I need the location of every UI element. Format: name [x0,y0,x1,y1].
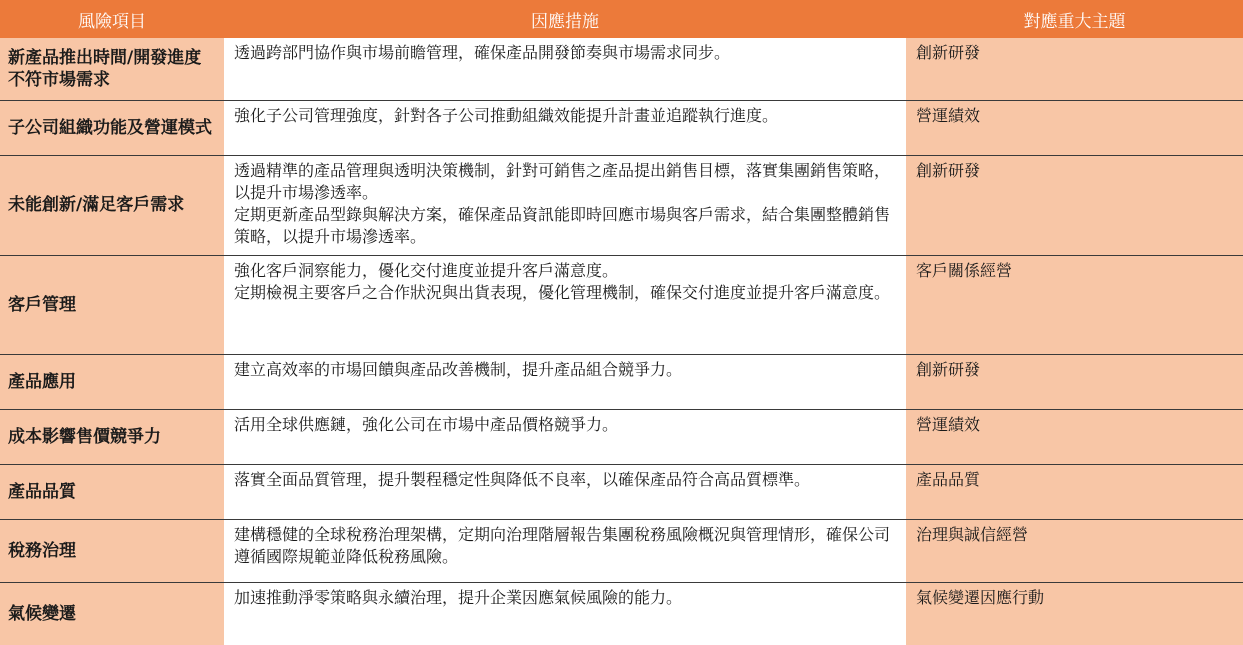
table-row [0,519,1243,582]
header-theme: 對應重大主題 [906,0,1243,38]
risk-cell: 產品品質 [0,464,224,519]
header-risk: 風險項目 [0,0,224,38]
table-row [0,100,1243,155]
measure-cell [224,519,906,582]
measure-cell [224,464,906,519]
table-row [0,582,1243,645]
table-row [0,255,1243,354]
risk-cell: 成本影響售價競爭力 [0,409,224,464]
risk-cell: 子公司組織功能及營運模式 [0,100,224,155]
risk-cell: 稅務治理 [0,519,224,582]
measure-text: 透過跨部門協作與市場前瞻管理，確保產品開發節奏與市場需求同步。 [234,43,731,62]
theme-cell: 創新研發 [906,155,1243,255]
theme-cell: 客戶關係經營 [906,255,1243,354]
theme-cell: 創新研發 [906,38,1243,100]
measure-cell [224,100,906,155]
risk-cell: 產品應用 [0,354,224,409]
theme-cell: 氣候變遷因應行動 [906,582,1243,645]
measure-text: 透過精準的產品管理與透明決策機制，針對可銷售之產品提出銷售目標，落實集團銷售策略，以提升市場滲透率。 [234,160,891,202]
measure-cell [224,582,906,645]
measure-text: 定期更新產品型錄與解決方案，確保產品資訊能即時回應市場與客戶需求，結合集團整體銷售策略，以提升市場滲透率。 [234,204,891,246]
measure-cell [224,38,906,100]
table-row [0,464,1243,519]
theme-cell: 治理與誠信經營 [906,519,1243,582]
measure-text: 強化子公司管理強度，針對各子公司推動組織效能提升計畫並追蹤執行進度。 [234,105,779,125]
measure-text: 加速推動淨零策略與永續治理，提升企業因應氣候風險的能力。 [234,587,683,607]
table-row [0,354,1243,409]
table-row [0,409,1243,464]
header-row [0,0,1243,38]
risk-cell: 氣候變遷 [0,582,224,645]
measure-cell [224,255,906,354]
measure-text: 強化客戶洞察能力，優化交付進度並提升客戶滿意度。 [234,260,619,280]
measure-cell [224,155,906,255]
theme-cell: 創新研發 [906,354,1243,409]
measure-cell [224,354,906,409]
table-row [0,155,1243,255]
theme-cell: 營運績效 [906,100,1243,155]
risk-cell: 客戶管理 [0,255,224,354]
table-row [0,38,1243,100]
measure-text: 活用全球供應鏈，強化公司在市場中產品價格競爭力。 [234,414,619,434]
measure-cell [224,409,906,464]
risk-cell: 新產品推出時間/開發進度不符市場需求 [0,38,224,100]
measure-text: 建立高效率的市場回饋與產品改善機制，提升產品組合競爭力。 [234,359,683,379]
theme-cell: 營運績效 [906,409,1243,464]
measure-text: 建構穩健的全球稅務治理架構，定期向治理階層報告集團稅務風險概況與管理情形，確保公司遵循國際規範並降低稅務風險。 [234,524,891,566]
header-measure: 因應措施 [224,0,906,38]
theme-cell: 產品品質 [906,464,1243,519]
risk-cell: 未能創新/滿足客戶需求 [0,155,224,255]
measure-text: 落實全面品質管理，提升製程穩定性與降低不良率，以確保產品符合高品質標準。 [234,469,811,489]
measure-text: 定期檢視主要客戶之合作狀況與出貨表現，優化管理機制，確保交付進度並提升客戶滿意度。 [234,282,891,302]
